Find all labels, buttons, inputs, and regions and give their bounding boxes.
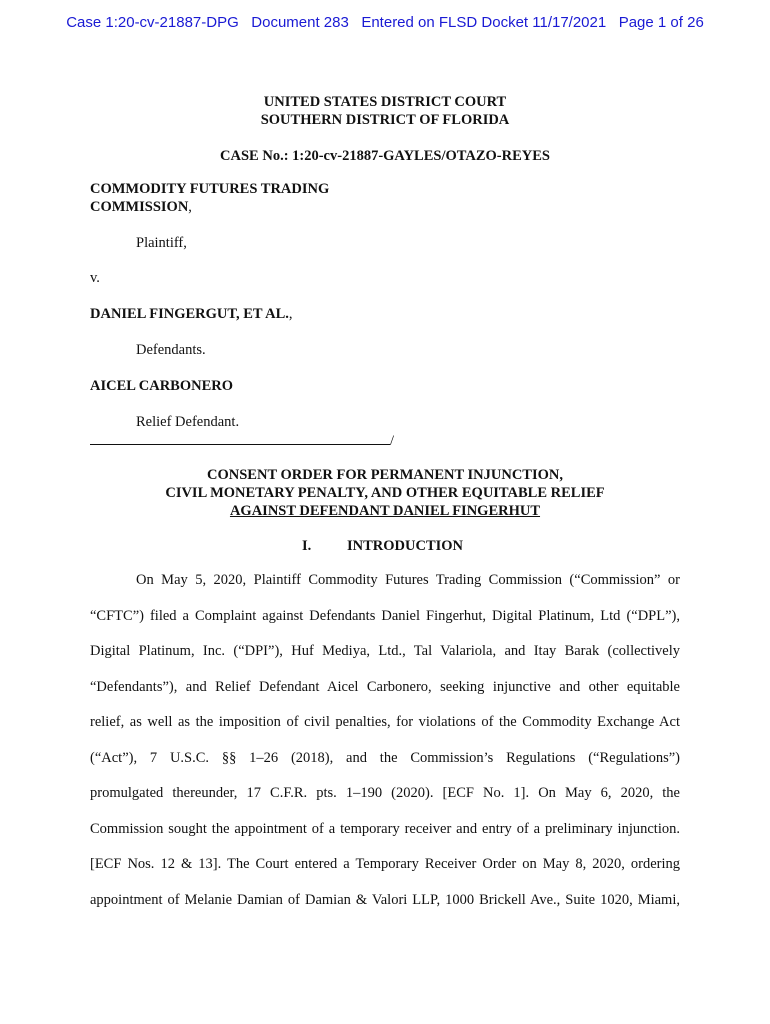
caption-rule xyxy=(90,432,394,450)
body-line: On May 5, 2020, Plaintiff Commodity Futures Trading Commission (“Commission” or xyxy=(136,572,680,588)
order-title-line-1: CONSENT ORDER FOR PERMANENT INJUNCTION, xyxy=(207,467,563,483)
plaintiff-name-text: COMMISSION xyxy=(90,199,189,215)
plaintiff-name-comma: , xyxy=(188,199,192,215)
body-line: [ECF Nos. 12 & 13]. The Court entered a Temporary Receiver Order on May 8, 2020, ordering xyxy=(90,856,680,872)
body-line: (“Act”), 7 U.S.C. §§ 1–26 (2018), and the Commission’s Regulations (“Regulations”) xyxy=(90,749,680,766)
defendant-role: Defendants. xyxy=(136,342,206,358)
order-title-underlined: AGAINST DEFENDANT DANIEL FINGERHUT xyxy=(229,503,541,519)
case-number: CASE No.: 1:20-cv-21887-GAYLES/OTAZO-REYES xyxy=(220,148,550,164)
caption-rule-slash: / xyxy=(390,433,395,449)
relief-defendant-role: Relief Defendant. xyxy=(136,414,240,430)
caption-rule-line xyxy=(90,432,390,445)
order-title-line-2: CIVIL MONETARY PENALTY, AND OTHER EQUITABLE RELIEF xyxy=(165,485,605,501)
defendant-name-comma: , xyxy=(288,306,293,322)
section-title: INTRODUCTION xyxy=(347,538,464,554)
section-number: I. xyxy=(302,538,312,554)
body-line: promulgated thereunder, 17 C.F.R. pts. 1–190 (2020). [ECF No. 1]. On May 6, 2020, the xyxy=(90,785,680,801)
body-line: relief, as well as the imposition of civil penalties, for violations of the Commodity Exchange Act xyxy=(90,714,680,730)
defendant-name: DANIEL FINGERGUT, ET AL. xyxy=(90,306,289,322)
body-line: Commission sought the appointment of a temporary receiver and entry of a preliminary injunction. xyxy=(90,820,680,837)
versus: v. xyxy=(90,270,100,286)
plaintiff-name-line-1: COMMODITY FUTURES TRADING xyxy=(90,181,330,197)
relief-defendant-name: AICEL CARBONERO xyxy=(90,378,234,394)
body-line: “Defendants”), and Relief Defendant Aicel Carbonero, seeking injunctive and other equitable xyxy=(90,678,680,695)
body-line: appointment of Melanie Damian of Damian & Valori LLP, 1000 Brickell Ave., Suite 1020, Miami, xyxy=(90,891,680,908)
plaintiff-role: Plaintiff, xyxy=(136,235,187,251)
plaintiff-name-line-2 xyxy=(90,199,192,216)
court-name-line-1: UNITED STATES DISTRICT COURT xyxy=(263,94,507,110)
order-title-line-3 xyxy=(0,503,770,520)
court-name-line-2: SOUTHERN DISTRICT OF FLORIDA xyxy=(260,112,510,128)
defendant-name-line xyxy=(90,306,293,323)
body-line: “CFTC”) filed a Complaint against Defendants Daniel Fingerhut, Digital Platinum, Ltd (“DPL”), xyxy=(90,607,680,624)
body-line: Digital Platinum, Inc. (“DPI”), Huf Mediya, Ltd., Tal Valariola, and Itay Barak (collectively xyxy=(90,643,680,659)
docket-header-stamp: Case 1:20-cv-21887-DPG Document 283 Entered on FLSD Docket 11/17/2021 Page 1 of 26 xyxy=(66,14,704,31)
